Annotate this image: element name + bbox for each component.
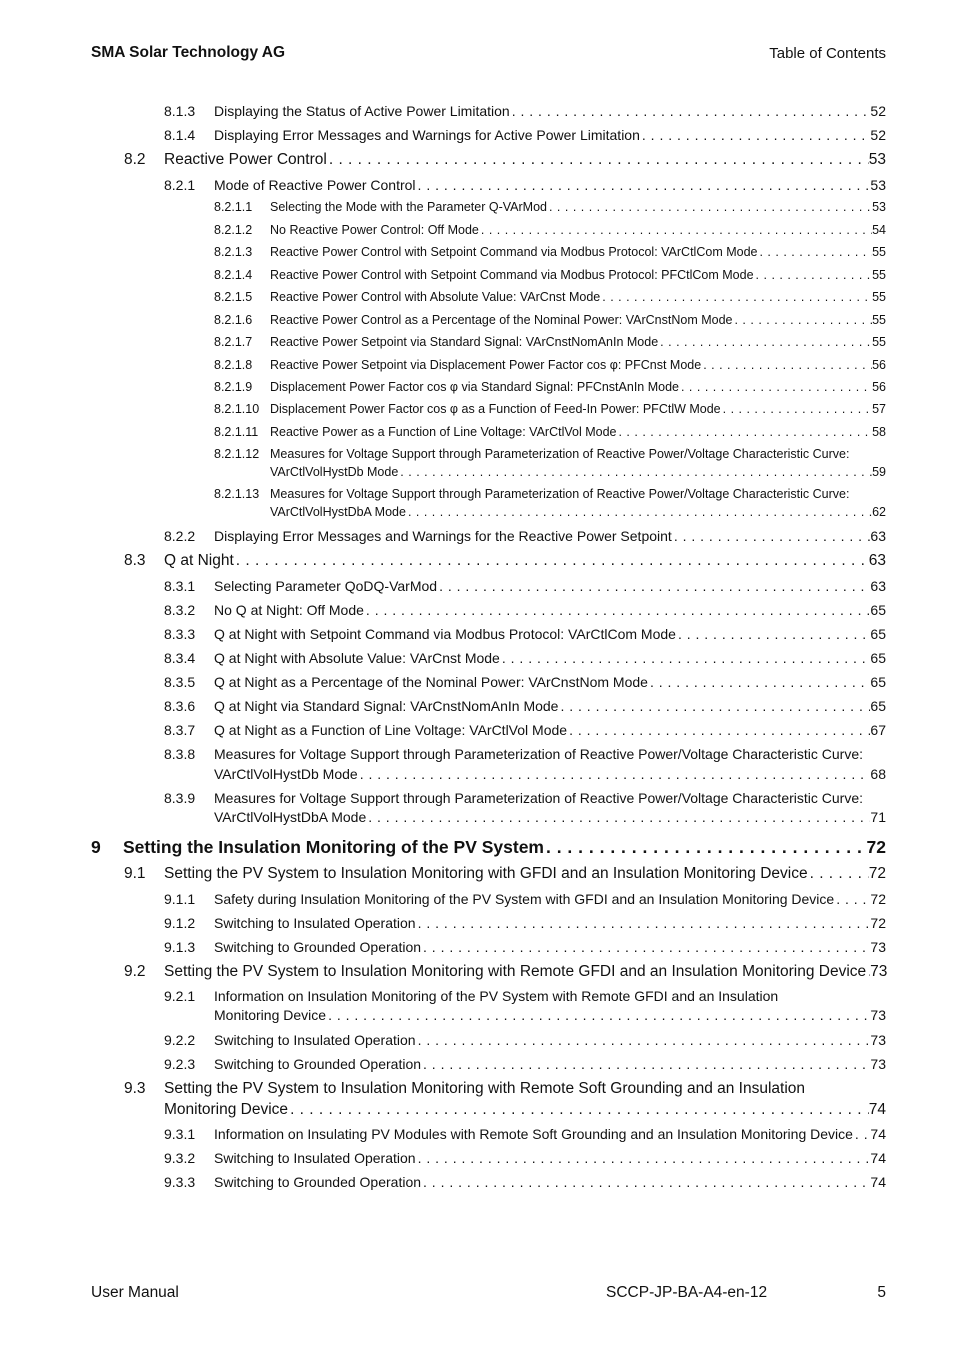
toc-dot-leader [479,223,872,237]
toc-entry-title-continued: Monitoring Device [214,1007,327,1023]
toc-entry-number: 8.3.3 [164,626,196,642]
toc-entry-title: Displaying Error Messages and Warnings for the Reactive Power Setpoint [214,528,672,544]
toc-dot-leader [732,313,872,327]
toc-dot-leader [600,290,872,304]
toc-entry-title: Information on Insulating PV Modules with Remote Soft Grounding and an Insulation Monitoring Device [214,1126,853,1142]
toc-entry-title-continued: VArCtlVolHystDb Mode [270,465,399,479]
toc-entry-title: Switching to Grounded Operation [214,939,422,955]
toc-dot-leader [416,915,871,931]
toc-entry-title: Reactive Power Setpoint via Standard Signal: VArCnstNomAnIn Mode [270,335,659,349]
toc-entry-page: 58 [872,425,886,439]
toc-dot-leader [416,1150,871,1166]
company-name: SMA Solar Technology AG [91,44,286,61]
toc-entry-title: Setting the Insulation Monitoring of the PV System [123,837,544,857]
toc-entry-title: Displacement Power Factor cos φ via Standard Signal: PFCnstAnIn Mode [270,380,679,394]
toc-entry-page: 74 [868,1101,886,1118]
toc-entry-page: 55 [872,290,886,304]
toc-entry-number: 9.1.3 [164,939,196,955]
toc-dot-leader [366,809,870,825]
toc-entry-number: 8.2.1.11 [214,425,259,439]
toc-entry-number: 8.1.4 [164,127,196,143]
toc-entry-page: 74 [870,1126,886,1142]
toc-entry-page: 53 [870,177,886,193]
toc-entry-title: Switching to Grounded Operation [214,1174,422,1190]
toc-entry-title: Q at Night as a Function of Line Voltage: VArCtlVol Mode [214,722,568,738]
toc-entry-number: 9.2.3 [164,1056,196,1072]
toc-entry-title: Measures for Voltage Support through Parameterization of Reactive Power/Voltage Characteristic Curve: [270,447,850,461]
toc-entry-number: 9.2 [124,963,146,980]
toc-entry-number: 8.2.1.2 [214,223,253,237]
toc-dot-leader [640,127,871,143]
toc-entry-number: 9.1 [124,865,146,882]
toc-entry-page: 73 [870,939,886,955]
toc-entry-page: 72 [866,837,886,857]
toc-entry-number: 8.3 [124,552,146,569]
toc-entry-number: 9.1.2 [164,915,196,931]
toc-entry-page: 52 [870,103,886,119]
toc-entry-title: Q at Night with Setpoint Command via Modbus Protocol: VArCtlCom Mode [214,626,676,642]
toc-entry-number: 8.2.2 [164,528,196,544]
toc-entry-page: 56 [872,358,886,372]
toc-entry-number: 8.3.6 [164,698,196,714]
toc-entry-title: Q at Night via Standard Signal: VArCnstNomAnIn Mode [214,698,559,714]
toc-entry-page: 72 [870,915,886,931]
toc-entry-title: Setting the PV System to Insulation Monitoring with GFDI and an Insulation Monitoring Device [164,865,808,882]
toc-entry-number: 9.2.2 [164,1032,196,1048]
toc-entry-title: Switching to Insulated Operation [214,915,416,931]
toc-entry-page: 57 [872,402,886,416]
toc-entry-title: Q at Night [164,552,234,569]
toc-dot-leader [288,1101,869,1119]
toc-entry-title: Displacement Power Factor cos φ as a Function of Feed-In Power: PFCtlW Mode [270,402,721,416]
toc-dot-leader [327,151,869,169]
footer-label: User Manual [91,1284,179,1301]
toc-dot-leader [416,1032,871,1048]
toc-dot-leader [672,528,871,544]
toc-entry-page: 63 [870,528,886,544]
toc-dot-leader [421,1056,870,1072]
page-number: 5 [877,1284,886,1301]
toc-entry-page: 65 [870,650,886,666]
toc-entry-page: 55 [872,335,886,349]
toc-entry-number: 8.3.2 [164,602,196,618]
toc-entry-number: 8.2.1.8 [214,358,253,372]
toc-entry-page: 52 [870,127,886,143]
toc-entry-title: Reactive Power Control with Absolute Value: VArCnst Mode [270,290,601,304]
toc-dot-leader [364,602,871,618]
toc-entry-page: 65 [870,674,886,690]
toc-dot-leader [679,380,872,394]
toc-entry-page: 55 [872,245,886,259]
toc-dot-leader [421,1174,870,1190]
toc-entry-title: Measures for Voltage Support through Parameterization of Reactive Power/Voltage Characteristic Curve: [214,790,863,806]
toc-entry-page: 68 [870,766,886,782]
toc-entry-number: 8.3.1 [164,578,196,594]
toc-entry-number: 9.3 [124,1080,146,1097]
toc-entry-title-continued: VArCtlVolHystDbA Mode [214,809,367,825]
toc-dot-leader [808,865,869,883]
toc-entry-number: 8.2.1.3 [214,245,253,259]
toc-entry-number: 8.2.1.13 [214,487,260,501]
toc-dot-leader [558,698,870,714]
toc-entry-title: Displaying Error Messages and Warnings for Active Power Limitation [214,127,640,143]
toc-dot-leader [358,766,871,782]
toc-entry-number: 9.2.1 [164,988,196,1004]
toc-dot-leader [326,1007,870,1023]
toc-entry-title: Setting the PV System to Insulation Monitoring with Remote GFDI and an Insulation Monitoring Device [164,963,867,980]
toc-entry-page: 72 [868,865,886,882]
toc-entry-title: Reactive Power Control with Setpoint Command via Modbus Protocol: VArCtlCom Mode [270,245,758,259]
toc-entry-number: 9.3.3 [164,1174,196,1190]
section-title: Table of Contents [769,45,886,62]
toc-entry-page: 74 [870,1150,886,1166]
toc-entry-title: Measures for Voltage Support through Parameterization of Reactive Power/Voltage Characteristic Curve: [270,487,850,501]
toc-entry-page: 56 [872,380,886,394]
toc-entry-page: 59 [872,465,886,479]
toc-entry-number: 8.2.1.5 [214,290,253,304]
toc-entry-number: 8.1.3 [164,103,196,119]
toc-entry-page: 74 [870,1174,886,1190]
toc-entry-number: 8.2.1.10 [214,402,260,416]
toc-entry-title: Measures for Voltage Support through Parameterization of Reactive Power/Voltage Characteristic Curve: [214,746,863,762]
toc-entry-number: 9.1.1 [164,891,196,907]
toc-entry-title: Reactive Power Setpoint via Displacement Power Factor cos φ: PFCnst Mode [270,358,702,372]
toc-dot-leader [500,650,871,666]
toc-entry-number: 8.3.4 [164,650,196,666]
toc-entry-number: 8.3.5 [164,674,196,690]
toc-entry-number: 8.2 [124,151,146,168]
toc-entry-number: 8.2.1.12 [214,447,260,461]
toc-entry-number: 8.2.1.4 [214,268,253,282]
toc-entry-title: Reactive Power as a Function of Line Voltage: VArCtlVol Mode [270,425,617,439]
toc-entry-title: Mode of Reactive Power Control [214,177,416,193]
toc-entry-title: Information on Insulation Monitoring of the PV System with Remote GFDI and an Insulation [214,988,779,1004]
toc-entry-page: 67 [870,722,886,738]
toc-dot-leader [676,626,870,642]
toc-entry-number: 8.3.7 [164,722,196,738]
toc-entry-title-continued: VArCtlVolHystDb Mode [214,766,358,782]
toc-entry-title: Selecting the Mode with the Parameter Q-VArMod [270,200,547,214]
toc-entry-number: 8.2.1.7 [214,335,253,349]
toc-entry-page: 73 [870,1007,886,1023]
toc-entry-page: 55 [872,313,886,327]
toc-entry-title: Switching to Insulated Operation [214,1032,416,1048]
toc-entry-title: Q at Night with Absolute Value: VArCnst Mode [214,650,500,666]
toc-entry-title: Reactive Power Control with Setpoint Command via Modbus Protocol: PFCtlCom Mode [270,268,754,282]
toc-dot-leader [834,891,870,907]
toc-entry-page: 71 [870,809,886,825]
toc-dot-leader [398,465,872,479]
toc-entry-page: 65 [870,698,886,714]
toc-entry-number: 8.2.1.9 [214,380,253,394]
toc-entry-title: Displaying the Status of Active Power Limitation [214,103,510,119]
toc-dot-leader [234,552,869,570]
toc-entry-title: Safety during Insulation Monitoring of the PV System with GFDI and an Insulation Monitoring Device [214,891,835,907]
toc-entry-title: No Q at Night: Off Mode [214,602,364,618]
toc-entry-page: 72 [870,891,886,907]
toc-entry-title-continued: Monitoring Device [164,1101,289,1118]
toc-entry-number: 8.3.9 [164,790,196,806]
toc-entry-number: 9 [91,837,101,857]
toc-entry-page: 53 [868,151,886,168]
toc-dot-leader [421,939,870,955]
toc-entry-title: No Reactive Power Control: Off Mode [270,223,479,237]
toc-entry-page: 53 [872,200,886,214]
toc-entry-page: 62 [872,505,886,519]
toc-dot-leader [648,674,870,690]
toc-entry-page: 54 [872,223,886,237]
toc-entry-title: Selecting Parameter QoDQ-VarMod [214,578,438,594]
toc-entry-page: 73 [870,963,888,980]
toc-entry-number: 9.3.1 [164,1126,196,1142]
toc-entry-number: 8.2.1.1 [214,200,253,214]
document-id: SCCP-JP-BA-A4-en-12 [606,1284,768,1301]
toc-dot-leader [567,722,870,738]
toc-dot-leader [544,837,867,858]
toc-entry-title: Q at Night as a Percentage of the Nominal Power: VArCnstNom Mode [214,674,648,690]
toc-entry-page: 63 [870,578,886,594]
toc-dot-leader [547,200,872,214]
toc-entry-page: 55 [872,268,886,282]
toc-dot-leader [510,103,871,119]
toc-entry-page: 63 [868,552,886,569]
toc-dot-leader [754,268,873,282]
toc-entry-title: Reactive Power Control as a Percentage of the Nominal Power: VArCnstNom Mode [270,313,733,327]
toc-dot-leader [658,335,872,349]
toc-dot-leader [416,177,871,193]
toc-entry-page: 73 [870,1032,886,1048]
toc-entry-title: Setting the PV System to Insulation Monitoring with Remote Soft Grounding and an Insulation [164,1080,806,1097]
toc-entry-number: 9.3.2 [164,1150,196,1166]
toc-dot-leader [701,358,872,372]
toc-dot-leader [757,245,872,259]
toc-entry-page: 73 [870,1056,886,1072]
toc-entry-number: 8.2.1 [164,177,196,193]
toc-entry-title: Reactive Power Control [164,151,327,168]
toc-entry-number: 8.2.1.6 [214,313,253,327]
toc-entry-title-continued: VArCtlVolHystDbA Mode [270,505,406,519]
toc-dot-leader [853,1126,871,1142]
toc-dot-leader [721,402,872,416]
toc-dot-leader [437,578,870,594]
toc-entry-title: Switching to Insulated Operation [214,1150,416,1166]
toc-entry-number: 8.3.8 [164,746,196,762]
toc-dot-leader [616,425,872,439]
toc-dot-leader [406,505,872,519]
toc-entry-page: 65 [870,602,886,618]
toc-entry-title: Switching to Grounded Operation [214,1056,422,1072]
toc-entry-page: 65 [870,626,886,642]
